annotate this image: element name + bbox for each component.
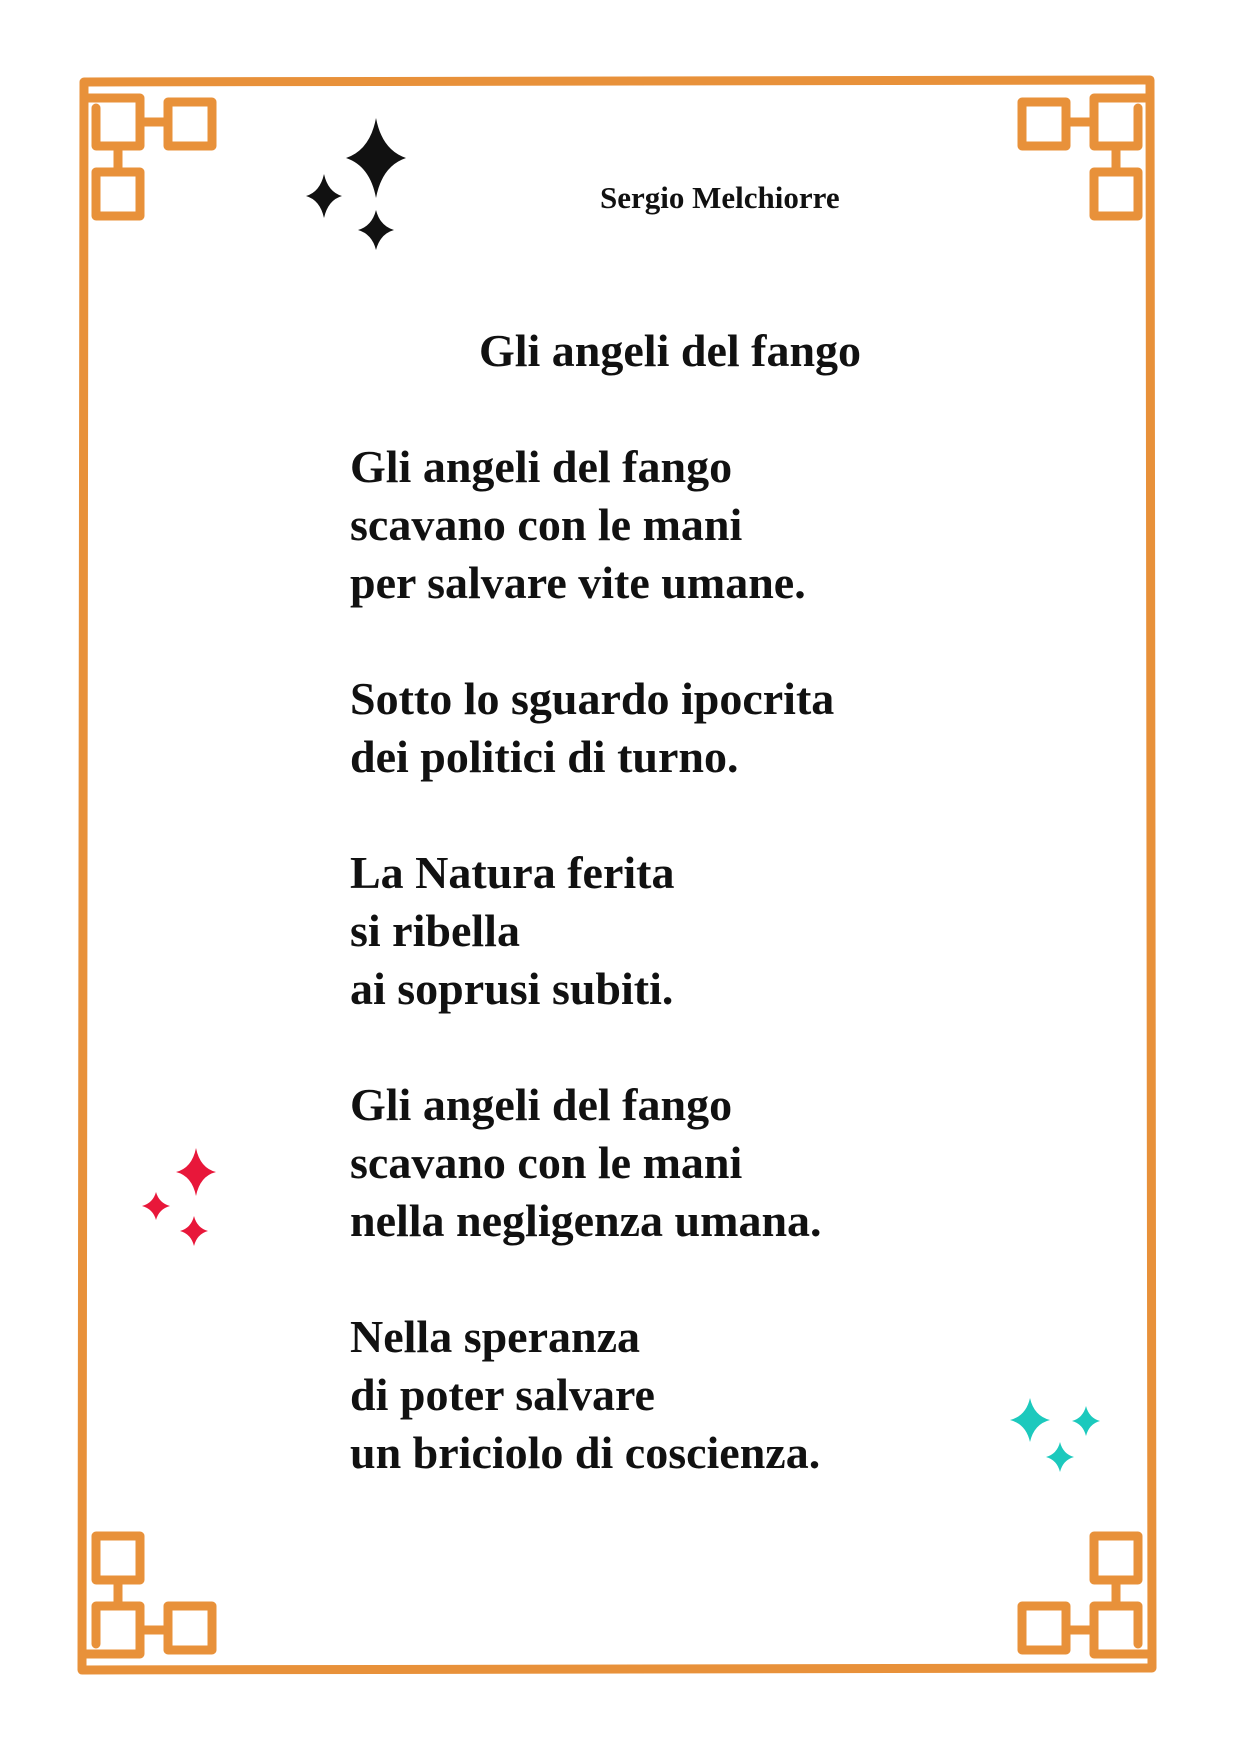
verse-line: Gli angeli del fango <box>350 441 733 492</box>
stanza <box>350 1308 1070 1482</box>
verse-line: un briciolo di coscienza. <box>350 1427 821 1478</box>
stanza <box>350 1076 1070 1250</box>
verse-line: di poter salvare <box>350 1369 655 1420</box>
verse-line: Gli angeli del fango <box>350 1079 733 1130</box>
verse-line: per salvare vite umane. <box>350 557 806 608</box>
verse-line: Sotto lo sguardo ipocrita <box>350 673 835 724</box>
corner-ornament-bottom-left <box>84 1536 212 1654</box>
verse-line: dei politici di turno. <box>350 731 739 782</box>
stanza <box>350 844 1070 1018</box>
corner-ornament-top-right <box>1022 98 1150 216</box>
stanza <box>350 438 1070 612</box>
poem-title: Gli angeli del fango <box>478 325 862 376</box>
stanza <box>350 670 1070 786</box>
verse-line: nella negligenza umana. <box>350 1195 822 1246</box>
verse-line: scavano con le mani <box>350 499 743 550</box>
verse-line: scavano con le mani <box>350 1137 743 1188</box>
sparkles-red-icon <box>138 1148 228 1252</box>
poem-author: Sergio Melchiorre <box>600 180 840 215</box>
sparkles-black-icon <box>300 118 410 252</box>
verse-line: ai soprusi subiti. <box>350 963 674 1014</box>
corner-ornament-top-left <box>84 98 212 216</box>
poem-body <box>350 438 1070 1540</box>
verse-line: Nella speranza <box>350 1311 641 1362</box>
corner-ornament-bottom-right <box>1022 1536 1150 1654</box>
verse-line: La Natura ferita <box>350 847 675 898</box>
verse-line: si ribella <box>350 905 520 956</box>
